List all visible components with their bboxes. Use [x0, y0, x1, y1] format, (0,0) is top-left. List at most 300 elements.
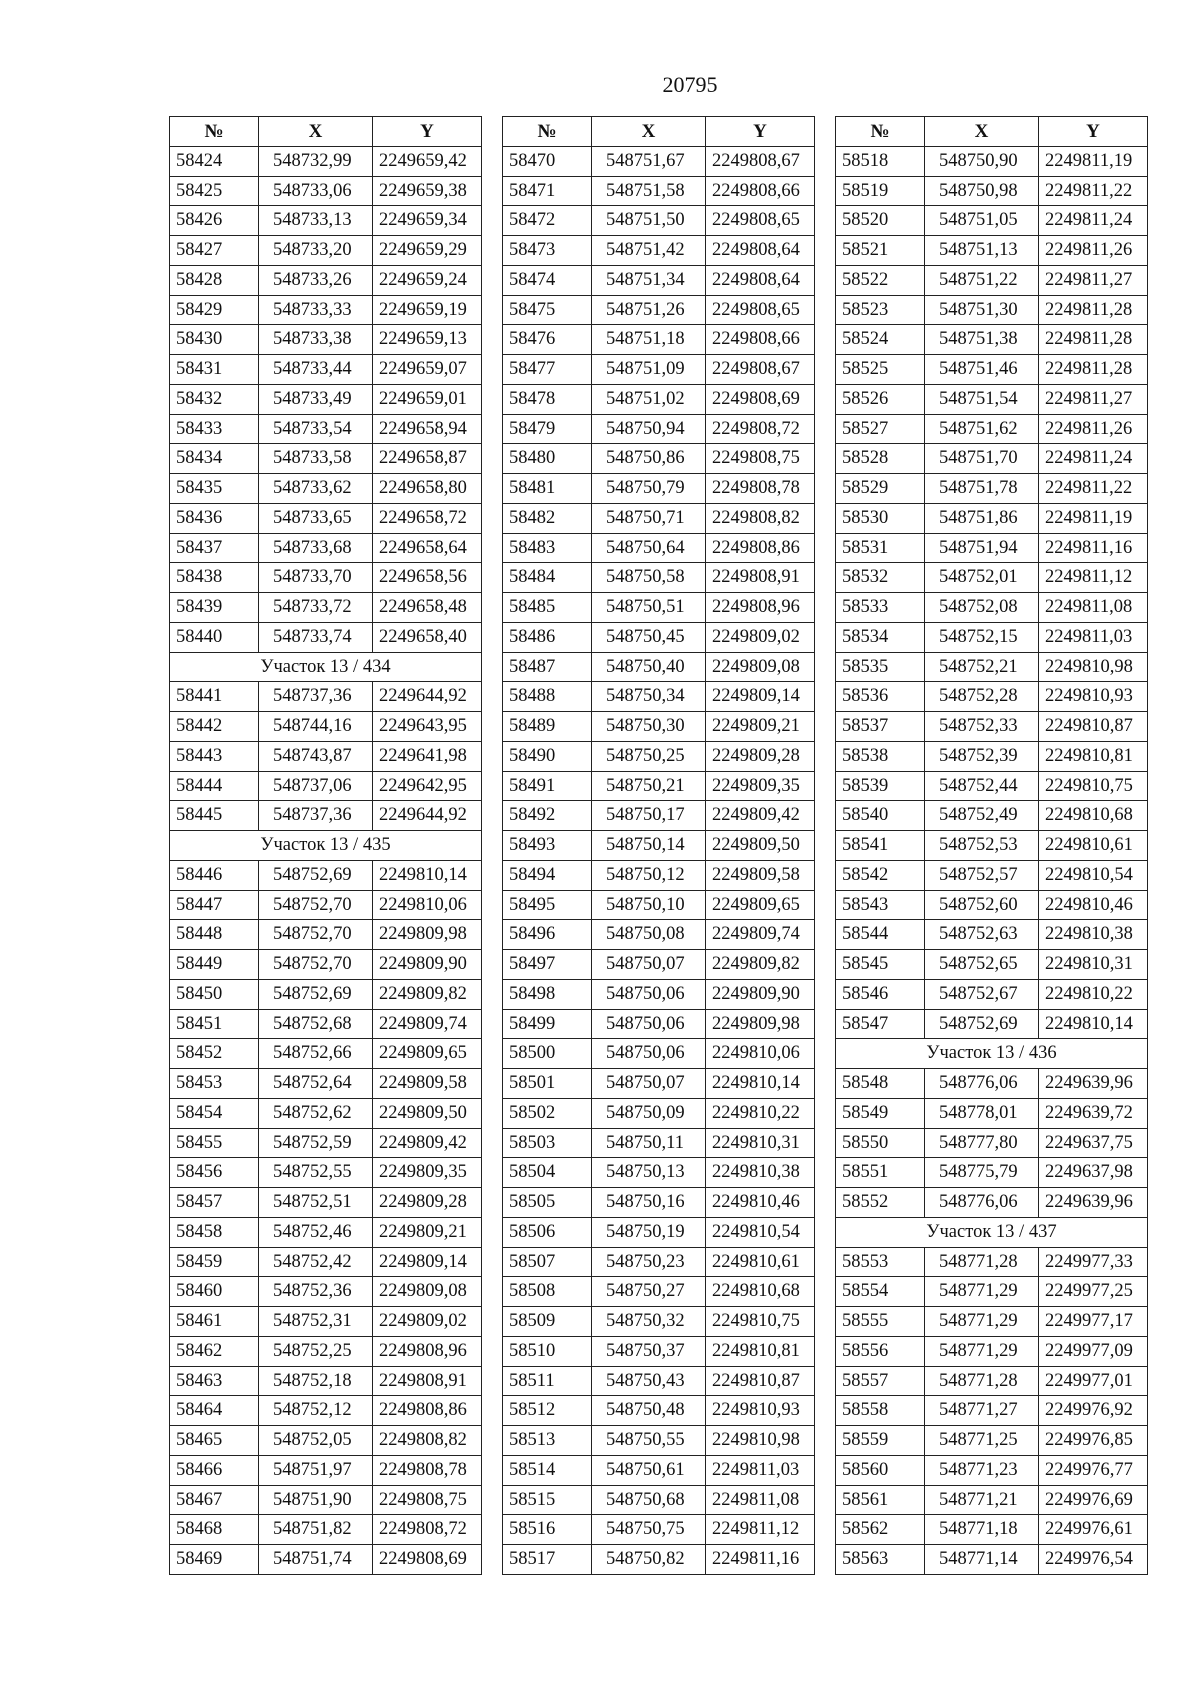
- y-coordinate-cell: 2249976,85: [1039, 1426, 1148, 1456]
- table-row: [170, 979, 482, 1009]
- table-row: [170, 801, 482, 831]
- point-number-cell: 58484: [503, 563, 592, 593]
- point-number-cell: 58442: [170, 712, 259, 742]
- point-number-cell: 58462: [170, 1336, 259, 1366]
- table-row: [503, 1188, 815, 1218]
- y-coordinate-cell: 2249811,03: [706, 1455, 815, 1485]
- x-coordinate-cell: 548752,46: [259, 1217, 373, 1247]
- y-coordinate-cell: 2249811,19: [1039, 146, 1148, 176]
- x-coordinate-cell: 548771,28: [925, 1366, 1039, 1396]
- section-title: Участок 13 / 435: [170, 831, 482, 861]
- x-coordinate-cell: 548750,90: [925, 146, 1039, 176]
- table-row: [503, 1098, 815, 1128]
- point-number-cell: 58496: [503, 920, 592, 950]
- x-coordinate-cell: 548733,62: [259, 474, 373, 504]
- y-coordinate-cell: 2249811,16: [706, 1545, 815, 1575]
- y-coordinate-cell: 2249810,38: [1039, 920, 1148, 950]
- y-coordinate-cell: 2249810,22: [706, 1098, 815, 1128]
- table-row: [503, 652, 815, 682]
- y-coordinate-cell: 2249810,14: [1039, 1009, 1148, 1039]
- y-coordinate-cell: 2249811,26: [1039, 236, 1148, 266]
- table-row: [503, 1426, 815, 1456]
- point-number-cell: 58494: [503, 860, 592, 890]
- y-coordinate-cell: 2249810,31: [1039, 950, 1148, 980]
- table-row: [170, 1366, 482, 1396]
- x-coordinate-cell: 548750,48: [592, 1396, 706, 1426]
- point-number-cell: 58483: [503, 533, 592, 563]
- x-coordinate-cell: 548752,69: [259, 979, 373, 1009]
- x-coordinate-cell: 548750,23: [592, 1247, 706, 1277]
- table-row: [503, 146, 815, 176]
- table-row: [170, 1188, 482, 1218]
- y-coordinate-cell: 2249810,98: [1039, 652, 1148, 682]
- x-coordinate-cell: 548750,13: [592, 1158, 706, 1188]
- x-coordinate-cell: 548750,45: [592, 622, 706, 652]
- y-coordinate-cell: 2249809,14: [373, 1247, 482, 1277]
- point-number-cell: 58535: [836, 652, 925, 682]
- x-coordinate-cell: 548752,66: [259, 1039, 373, 1069]
- y-coordinate-cell: 2249809,74: [373, 1009, 482, 1039]
- table-row: [170, 950, 482, 980]
- y-coordinate-cell: 2249811,16: [1039, 533, 1148, 563]
- table-row: [170, 206, 482, 236]
- y-coordinate-cell: 2249659,34: [373, 206, 482, 236]
- point-number-cell: 58542: [836, 860, 925, 890]
- y-coordinate-cell: 2249637,75: [1039, 1128, 1148, 1158]
- point-number-cell: 58499: [503, 1009, 592, 1039]
- y-coordinate-cell: 2249808,86: [706, 533, 815, 563]
- table-row: [170, 444, 482, 474]
- x-coordinate-cell: 548750,10: [592, 890, 706, 920]
- x-coordinate-cell: 548771,29: [925, 1336, 1039, 1366]
- table-row: [170, 295, 482, 325]
- point-number-cell: 58470: [503, 146, 592, 176]
- x-coordinate-cell: 548750,75: [592, 1515, 706, 1545]
- y-coordinate-cell: 2249658,64: [373, 533, 482, 563]
- table-row: [170, 860, 482, 890]
- table-row: [836, 771, 1148, 801]
- point-number-cell: 58482: [503, 503, 592, 533]
- y-coordinate-cell: 2249810,61: [1039, 831, 1148, 861]
- y-coordinate-cell: 2249809,65: [706, 890, 815, 920]
- x-coordinate-cell: 548750,06: [592, 979, 706, 1009]
- x-coordinate-cell: 548751,67: [592, 146, 706, 176]
- point-number-cell: 58557: [836, 1366, 925, 1396]
- x-coordinate-cell: 548751,05: [925, 206, 1039, 236]
- table-row: [503, 622, 815, 652]
- table-row: [836, 1515, 1148, 1545]
- point-number-cell: 58548: [836, 1069, 925, 1099]
- number-column-header: №: [836, 117, 925, 147]
- point-number-cell: 58448: [170, 920, 259, 950]
- x-coordinate-cell: 548733,20: [259, 236, 373, 266]
- point-number-cell: 58528: [836, 444, 925, 474]
- x-coordinate-cell: 548752,51: [259, 1188, 373, 1218]
- y-coordinate-cell: 2249810,14: [373, 860, 482, 890]
- x-coordinate-cell: 548750,07: [592, 950, 706, 980]
- x-coordinate-cell: 548750,37: [592, 1336, 706, 1366]
- table-row: [170, 1098, 482, 1128]
- table-row: [503, 1009, 815, 1039]
- y-coordinate-cell: 2249658,80: [373, 474, 482, 504]
- table-row: [836, 414, 1148, 444]
- table-row: [836, 533, 1148, 563]
- y-coordinate-cell: 2249810,68: [1039, 801, 1148, 831]
- x-coordinate-cell: 548750,27: [592, 1277, 706, 1307]
- table-row: [503, 1128, 815, 1158]
- point-number-cell: 58480: [503, 444, 592, 474]
- table-row: [503, 355, 815, 385]
- table-row: [503, 593, 815, 623]
- table-row: [836, 682, 1148, 712]
- point-number-cell: 58516: [503, 1515, 592, 1545]
- table-row: [836, 979, 1148, 1009]
- table-row: [503, 1485, 815, 1515]
- table-row: [170, 563, 482, 593]
- y-coordinate-cell: 2249639,96: [1039, 1188, 1148, 1218]
- x-coordinate-cell: 548750,32: [592, 1307, 706, 1337]
- x-coordinate-cell: 548771,29: [925, 1307, 1039, 1337]
- table-row: [503, 1277, 815, 1307]
- point-number-cell: 58437: [170, 533, 259, 563]
- point-number-cell: 58427: [170, 236, 259, 266]
- point-number-cell: 58534: [836, 622, 925, 652]
- point-number-cell: 58444: [170, 771, 259, 801]
- x-coordinate-cell: 548752,63: [925, 920, 1039, 950]
- x-coordinate-cell: 548751,30: [925, 295, 1039, 325]
- point-number-cell: 58530: [836, 503, 925, 533]
- point-number-cell: 58501: [503, 1069, 592, 1099]
- x-coordinate-cell: 548733,33: [259, 295, 373, 325]
- y-coordinate-cell: 2249643,95: [373, 712, 482, 742]
- x-coordinate-cell: 548733,68: [259, 533, 373, 563]
- point-number-cell: 58426: [170, 206, 259, 236]
- y-coordinate-cell: 2249808,66: [706, 176, 815, 206]
- y-coordinate-cell: 2249808,82: [706, 503, 815, 533]
- x-coordinate-cell: 548752,44: [925, 771, 1039, 801]
- x-coordinate-cell: 548737,36: [259, 801, 373, 831]
- table-row: [836, 236, 1148, 266]
- point-number-cell: 58503: [503, 1128, 592, 1158]
- y-coordinate-cell: 2249977,01: [1039, 1366, 1148, 1396]
- point-number-cell: 58502: [503, 1098, 592, 1128]
- point-number-cell: 58553: [836, 1247, 925, 1277]
- table-row: [503, 414, 815, 444]
- x-coordinate-cell: 548752,08: [925, 593, 1039, 623]
- table-row: [503, 801, 815, 831]
- coordinates-table-3: [835, 116, 1148, 1575]
- table-row: [170, 146, 482, 176]
- y-coordinate-cell: 2249810,22: [1039, 979, 1148, 1009]
- table-row: [503, 1158, 815, 1188]
- x-coordinate-cell: 548737,06: [259, 771, 373, 801]
- y-coordinate-cell: 2249810,54: [1039, 860, 1148, 890]
- x-coordinate-cell: 548751,78: [925, 474, 1039, 504]
- x-coordinate-cell: 548771,28: [925, 1247, 1039, 1277]
- x-coordinate-cell: 548752,05: [259, 1426, 373, 1456]
- point-number-cell: 58474: [503, 265, 592, 295]
- table-row: [836, 176, 1148, 206]
- table-row: [503, 979, 815, 1009]
- table-row: [836, 1069, 1148, 1099]
- table-row: [170, 1277, 482, 1307]
- y-coordinate-cell: 2249808,72: [706, 414, 815, 444]
- x-coordinate-cell: 548750,19: [592, 1217, 706, 1247]
- table-row: [170, 622, 482, 652]
- y-coordinate-cell: 2249811,27: [1039, 265, 1148, 295]
- y-coordinate-cell: 2249659,29: [373, 236, 482, 266]
- table-row: [170, 533, 482, 563]
- coordinates-table-2: [502, 116, 815, 1575]
- table-row: [170, 176, 482, 206]
- point-number-cell: 58433: [170, 414, 259, 444]
- point-number-cell: 58541: [836, 831, 925, 861]
- point-number-cell: 58424: [170, 146, 259, 176]
- x-coordinate-cell: 548751,54: [925, 384, 1039, 414]
- x-coordinate-cell: 548750,98: [925, 176, 1039, 206]
- section-row: [836, 1217, 1148, 1247]
- table-row: [836, 474, 1148, 504]
- x-coordinate-cell: 548750,40: [592, 652, 706, 682]
- y-coordinate-cell: 2249808,75: [373, 1485, 482, 1515]
- section-row: [836, 1039, 1148, 1069]
- point-number-cell: 58430: [170, 325, 259, 355]
- point-number-cell: 58563: [836, 1545, 925, 1575]
- point-number-cell: 58514: [503, 1455, 592, 1485]
- table-row: [503, 771, 815, 801]
- y-coordinate-cell: 2249808,78: [373, 1455, 482, 1485]
- point-number-cell: 58493: [503, 831, 592, 861]
- point-number-cell: 58490: [503, 741, 592, 771]
- y-coordinate-cell: 2249809,02: [706, 622, 815, 652]
- table-row: [170, 474, 482, 504]
- y-coordinate-cell: 2249659,38: [373, 176, 482, 206]
- y-coordinate-cell: 2249811,12: [706, 1515, 815, 1545]
- table-row: [503, 503, 815, 533]
- table-row: [836, 444, 1148, 474]
- table-row: [836, 265, 1148, 295]
- table-row: [836, 801, 1148, 831]
- point-number-cell: 58425: [170, 176, 259, 206]
- point-number-cell: 58540: [836, 801, 925, 831]
- y-coordinate-cell: 2249808,75: [706, 444, 815, 474]
- x-coordinate-cell: 548750,30: [592, 712, 706, 742]
- x-coordinate-cell: 548750,09: [592, 1098, 706, 1128]
- point-number-cell: 58478: [503, 384, 592, 414]
- point-number-cell: 58434: [170, 444, 259, 474]
- table-row: [503, 1515, 815, 1545]
- y-coordinate-cell: 2249810,81: [1039, 741, 1148, 771]
- y-coordinate-cell: 2249658,48: [373, 593, 482, 623]
- y-coordinate-cell: 2249809,90: [373, 950, 482, 980]
- point-number-cell: 58561: [836, 1485, 925, 1515]
- x-coordinate-cell: 548737,36: [259, 682, 373, 712]
- x-coordinate-cell: 548733,06: [259, 176, 373, 206]
- table-row: [503, 533, 815, 563]
- table-row: [836, 1396, 1148, 1426]
- table-row: [836, 384, 1148, 414]
- y-coordinate-cell: 2249977,17: [1039, 1307, 1148, 1337]
- point-number-cell: 58477: [503, 355, 592, 385]
- point-number-cell: 58465: [170, 1426, 259, 1456]
- table-row: [503, 1069, 815, 1099]
- table-row: [836, 920, 1148, 950]
- table-row: [503, 325, 815, 355]
- point-number-cell: 58524: [836, 325, 925, 355]
- x-coordinate-cell: 548752,69: [259, 860, 373, 890]
- y-coordinate-cell: 2249809,21: [373, 1217, 482, 1247]
- table-row: [503, 741, 815, 771]
- table-row: [503, 1366, 815, 1396]
- y-coordinate-cell: 2249811,08: [1039, 593, 1148, 623]
- x-coordinate-cell: 548752,70: [259, 950, 373, 980]
- table-row: [503, 474, 815, 504]
- table-row: [503, 563, 815, 593]
- point-number-cell: 58447: [170, 890, 259, 920]
- y-coordinate-cell: 2249809,08: [373, 1277, 482, 1307]
- x-coordinate-cell: 548752,33: [925, 712, 1039, 742]
- x-coordinate-cell: 548733,58: [259, 444, 373, 474]
- y-coordinate-cell: 2249810,14: [706, 1069, 815, 1099]
- x-coordinate-cell: 548743,87: [259, 741, 373, 771]
- table-row: [170, 1247, 482, 1277]
- table-row: [836, 1188, 1148, 1218]
- y-coordinate-cell: 2249809,82: [706, 950, 815, 980]
- point-number-cell: 58468: [170, 1515, 259, 1545]
- table-row: [170, 890, 482, 920]
- point-number-cell: 58491: [503, 771, 592, 801]
- table-row: [170, 414, 482, 444]
- section-title: Участок 13 / 436: [836, 1039, 1148, 1069]
- x-coordinate-cell: 548733,65: [259, 503, 373, 533]
- point-number-cell: 58492: [503, 801, 592, 831]
- point-number-cell: 58511: [503, 1366, 592, 1396]
- point-number-cell: 58505: [503, 1188, 592, 1218]
- point-number-cell: 58443: [170, 741, 259, 771]
- x-coordinate-cell: 548750,34: [592, 682, 706, 712]
- y-coordinate-cell: 2249810,54: [706, 1217, 815, 1247]
- y-coordinate-cell: 2249808,96: [373, 1336, 482, 1366]
- x-coordinate-cell: 548752,59: [259, 1128, 373, 1158]
- point-number-cell: 58473: [503, 236, 592, 266]
- point-number-cell: 58450: [170, 979, 259, 1009]
- y-coordinate-cell: 2249809,35: [706, 771, 815, 801]
- y-coordinate-cell: 2249659,07: [373, 355, 482, 385]
- y-coordinate-cell: 2249810,31: [706, 1128, 815, 1158]
- x-coordinate-cell: 548750,06: [592, 1039, 706, 1069]
- table-row: [170, 1426, 482, 1456]
- table-row: [170, 1515, 482, 1545]
- point-number-cell: 58438: [170, 563, 259, 593]
- point-number-cell: 58509: [503, 1307, 592, 1337]
- x-coordinate-cell: 548751,62: [925, 414, 1039, 444]
- point-number-cell: 58543: [836, 890, 925, 920]
- table-row: [170, 1396, 482, 1426]
- x-coordinate-cell: 548733,70: [259, 563, 373, 593]
- x-coordinate-cell: 548750,68: [592, 1485, 706, 1515]
- table-row: [836, 1128, 1148, 1158]
- point-number-cell: 58526: [836, 384, 925, 414]
- x-coordinate-cell: 548771,29: [925, 1277, 1039, 1307]
- table-row: [170, 1545, 482, 1575]
- table-row: [503, 920, 815, 950]
- x-coordinate-cell: 548751,58: [592, 176, 706, 206]
- table-row: [503, 206, 815, 236]
- y-coordinate-cell: 2249639,96: [1039, 1069, 1148, 1099]
- y-coordinate-cell: 2249811,03: [1039, 622, 1148, 652]
- y-coordinate-cell: 2249810,38: [706, 1158, 815, 1188]
- x-coordinate-cell: 548750,21: [592, 771, 706, 801]
- y-coordinate-cell: 2249810,81: [706, 1336, 815, 1366]
- x-coordinate-cell: 548751,46: [925, 355, 1039, 385]
- point-number-cell: 58536: [836, 682, 925, 712]
- table-row: [170, 1128, 482, 1158]
- y-coordinate-cell: 2249658,72: [373, 503, 482, 533]
- point-number-cell: 58545: [836, 950, 925, 980]
- x-coordinate-cell: 548750,11: [592, 1128, 706, 1158]
- point-number-cell: 58554: [836, 1277, 925, 1307]
- y-coordinate-cell: 2249976,69: [1039, 1485, 1148, 1515]
- x-coordinate-cell: 548752,60: [925, 890, 1039, 920]
- table-row: [836, 950, 1148, 980]
- x-coordinate-cell: 548751,50: [592, 206, 706, 236]
- y-coordinate-cell: 2249644,92: [373, 801, 482, 831]
- y-coordinate-cell: 2249809,02: [373, 1307, 482, 1337]
- table-row: [503, 236, 815, 266]
- point-number-cell: 58479: [503, 414, 592, 444]
- y-coordinate-cell: 2249810,75: [1039, 771, 1148, 801]
- table-row: [170, 1217, 482, 1247]
- table-row: [836, 890, 1148, 920]
- y-coordinate-cell: 2249810,68: [706, 1277, 815, 1307]
- x-coordinate-cell: 548751,94: [925, 533, 1039, 563]
- table-row: [503, 1336, 815, 1366]
- table-row: [503, 1455, 815, 1485]
- x-coordinate-cell: 548752,70: [259, 920, 373, 950]
- point-number-cell: 58461: [170, 1307, 259, 1337]
- y-coordinate-cell: 2249810,46: [1039, 890, 1148, 920]
- point-number-cell: 58453: [170, 1069, 259, 1099]
- point-number-cell: 58498: [503, 979, 592, 1009]
- x-coordinate-cell: 548752,18: [259, 1366, 373, 1396]
- point-number-cell: 58527: [836, 414, 925, 444]
- y-coordinate-cell: 2249809,98: [706, 1009, 815, 1039]
- x-coordinate-cell: 548752,12: [259, 1396, 373, 1426]
- point-number-cell: 58481: [503, 474, 592, 504]
- table-row: [170, 771, 482, 801]
- point-number-cell: 58508: [503, 1277, 592, 1307]
- y-coordinate-cell: 2249809,74: [706, 920, 815, 950]
- table-row: [836, 1485, 1148, 1515]
- point-number-cell: 58555: [836, 1307, 925, 1337]
- point-number-cell: 58429: [170, 295, 259, 325]
- table-row: [836, 593, 1148, 623]
- point-number-cell: 58504: [503, 1158, 592, 1188]
- point-number-cell: 58546: [836, 979, 925, 1009]
- x-coordinate-cell: 548750,71: [592, 503, 706, 533]
- point-number-cell: 58451: [170, 1009, 259, 1039]
- table-row: [170, 712, 482, 742]
- x-coordinate-cell: 548751,13: [925, 236, 1039, 266]
- x-coordinate-cell: 548751,97: [259, 1455, 373, 1485]
- point-number-cell: 58449: [170, 950, 259, 980]
- point-number-cell: 58460: [170, 1277, 259, 1307]
- table-row: [836, 355, 1148, 385]
- point-number-cell: 58520: [836, 206, 925, 236]
- table-header-row: [836, 117, 1148, 147]
- x-coordinate-cell: 548752,65: [925, 950, 1039, 980]
- x-coordinate-cell: 548752,69: [925, 1009, 1039, 1039]
